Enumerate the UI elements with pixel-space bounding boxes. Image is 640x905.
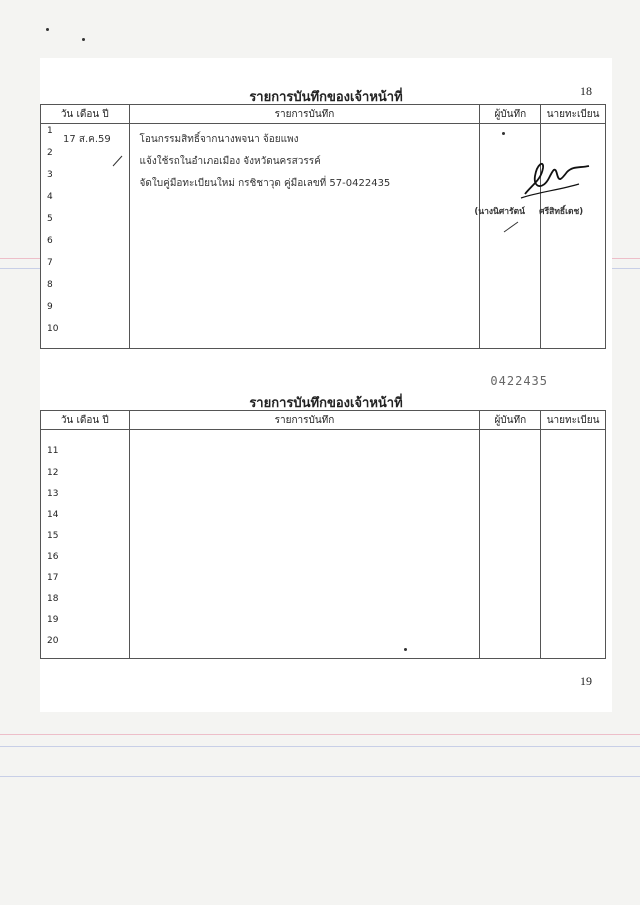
- scan-line: [0, 734, 640, 735]
- scan-dot: [82, 38, 85, 41]
- row-number: 15: [47, 531, 59, 541]
- register-page-19: [40, 374, 612, 712]
- col-recorder-header: ผู้บันทึก: [480, 105, 541, 124]
- row-number: 11: [47, 446, 59, 456]
- recorder-name: (นางนิศารัตน์: [474, 207, 525, 217]
- table-header-row: [41, 105, 606, 124]
- mark-dot: [502, 132, 505, 135]
- page-title: รายการบันทึกของเจ้าหน้าที่: [249, 90, 403, 105]
- row-number: 6: [47, 236, 53, 246]
- row-number: 8: [47, 280, 53, 290]
- col-recorder-header: ผู้บันทึก: [480, 411, 541, 430]
- entry-line: จัดใบคู่มือทะเบียนใหม่ กรชิชาวุด คู่มือเลขที่ 57-0422435: [139, 178, 391, 189]
- row-number: 12: [47, 468, 59, 478]
- scan-line: [0, 746, 640, 747]
- col-registrar-header: นายทะเบียน: [541, 411, 606, 430]
- registrar-cell: [541, 124, 606, 349]
- entry-date: 17 ส.ค.59: [63, 134, 111, 145]
- registrar-cell: [541, 430, 606, 659]
- row-number: 2: [47, 148, 53, 158]
- register-page-18: [40, 58, 612, 386]
- row-number: 4: [47, 192, 53, 202]
- col-entry-header: รายการบันทึก: [129, 105, 480, 124]
- entry-line: โอนกรรมสิทธิ์จากนางพจนา จ้อยแพง: [139, 134, 299, 145]
- row-number: 17: [47, 573, 59, 583]
- row-number: 9: [47, 302, 53, 312]
- scan-line: [0, 776, 640, 777]
- row-number: 10: [47, 324, 59, 334]
- row-number: 16: [47, 552, 59, 562]
- col-date-header: วัน เดือน ปี: [41, 105, 130, 124]
- registrar-signature: [519, 154, 593, 202]
- page-number: 19: [580, 674, 592, 688]
- entry-line: แจ้งใช้รถในอำเภอเมือง จังหวัดนครสวรรค์: [139, 156, 321, 167]
- record-table: [40, 410, 606, 659]
- row-number: 20: [47, 636, 59, 646]
- table-body-row: [41, 430, 606, 659]
- scan-dot: [404, 648, 407, 651]
- table-body-row: [41, 124, 606, 349]
- col-registrar-header: นายทะเบียน: [541, 105, 606, 124]
- recorder-cell: [480, 430, 541, 659]
- row-number: 7: [47, 258, 53, 268]
- page-number: 18: [580, 84, 592, 98]
- record-table: [40, 104, 606, 349]
- row-number: 19: [47, 615, 59, 625]
- scan-dot: [46, 28, 49, 31]
- col-date-header: วัน เดือน ปี: [41, 411, 130, 430]
- scan-through-number: 0422435: [490, 374, 548, 388]
- tick-mark-icon: [111, 154, 125, 168]
- row-number: 1: [47, 126, 53, 136]
- col-entry-header: รายการบันทึก: [129, 411, 480, 430]
- table-header-row: [41, 411, 606, 430]
- row-number: 13: [47, 489, 59, 499]
- row-number: 18: [47, 594, 59, 604]
- registrar-name: ศรีสิทธิ์เดช): [539, 207, 584, 217]
- entry-cell: [129, 430, 480, 659]
- date-cell: [41, 430, 130, 659]
- date-cell: [41, 124, 130, 349]
- entry-cell: [129, 124, 480, 349]
- tick-mark-icon: [502, 220, 522, 234]
- row-number: 14: [47, 510, 59, 520]
- row-number: 3: [47, 170, 53, 180]
- row-number: 5: [47, 214, 53, 224]
- page-title: รายการบันทึกของเจ้าหน้าที่: [249, 396, 403, 411]
